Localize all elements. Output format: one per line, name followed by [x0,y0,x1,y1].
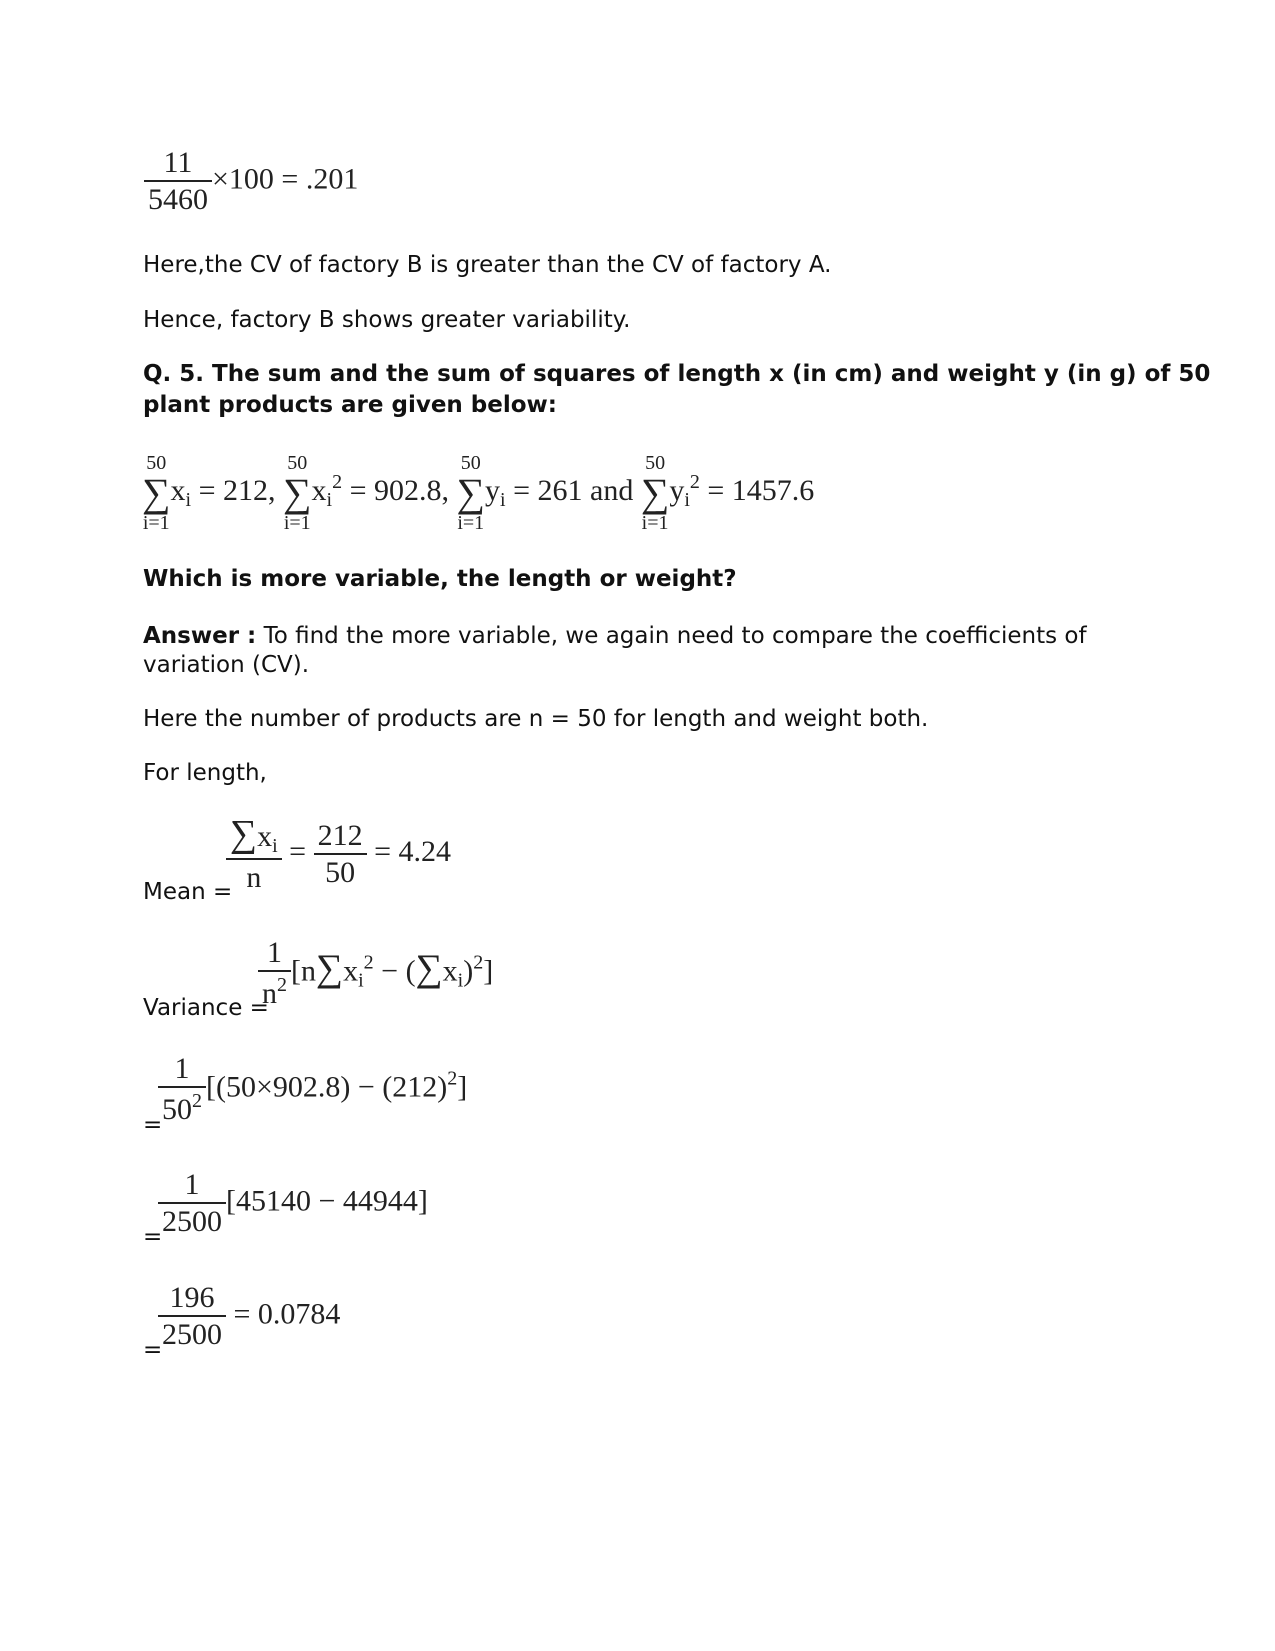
denominator: 5460 [144,180,212,215]
sigma-x: 50 ∑ i=1 [142,452,171,534]
for-length-text: For length, [143,760,267,786]
mean-fraction-numeric: $\frac{212}{50}$ [314,821,367,888]
cv-formula-factory-b [144,148,358,215]
fraction [144,148,212,215]
variance-fraction: $\frac{1}{n^2}$ [258,938,291,1009]
variance-formula: $\frac{1}{n^2}$ $[n\sum x_i^2 - (\sum x_i)^2]$ [258,938,493,1009]
sigma-y-squared: 50 ∑ i=1 [640,452,670,534]
mean-formula: $\frac{\sum x_i}{n}$ = $\frac{212}{50}$ = 4.24 [226,815,451,893]
variance-label: Variance = [143,995,269,1021]
step3-equals: = [143,1337,163,1363]
variance-step-1: $\frac{1}{50^2}$ $[(50\times 902.8) - (212)^2]$ [158,1054,467,1125]
question-line-2: plant products are given below: [143,392,557,418]
numerator: 11 [163,146,193,179]
variance-step-2: $\frac{1}{2500}$ [45140 − 44944] [158,1170,428,1237]
summations-formula: 50 ∑ i=1 $x_i = 212$, 50 ∑ i=1 $x_i^2 = 902.8$, 50 ∑ i=1 $y_i = 261$ and 50 ∑ i=1 $y_i^2 = 1457.6$ [142,452,815,534]
mean-fraction-symbolic: $\frac{\sum x_i}{n}$ [226,815,282,893]
sigma-x-squared: 50 ∑ i=1 [283,452,312,534]
variance-step-3: $\frac{196}{2500}$ = 0.0784 [158,1283,340,1350]
mean-label: Mean = [143,879,233,905]
answer-line-1 [143,621,1087,652]
answer-line-2: variation (CV). [143,652,310,678]
answer-text: To find the more variable, we again need to compare the coefficients of [256,623,1087,649]
variance-result: = 0.0784 [233,1297,341,1331]
conclusion-text: Hence, factory B shows greater variability. [143,307,631,333]
cv-comparison-text: Here,the CV of factory B is greater than the CV of factory A. [143,252,832,278]
formula-rest: ×100 = .201 [212,162,359,196]
sample-size-text: Here the number of products are n = 50 for length and weight both. [143,706,929,732]
step2-equals: = [143,1224,163,1250]
step1-equals: = [143,1112,163,1138]
sigma-y: 50 ∑ i=1 [456,452,486,534]
question-line-1: Q. 5. The sum and the sum of squares of length x (in cm) and weight y (in g) of 50 [143,361,1211,387]
sub-question: Which is more variable, the length or weight? [143,566,737,592]
mean-result: = 4.24 [374,834,451,868]
answer-label: Answer : [143,623,257,649]
